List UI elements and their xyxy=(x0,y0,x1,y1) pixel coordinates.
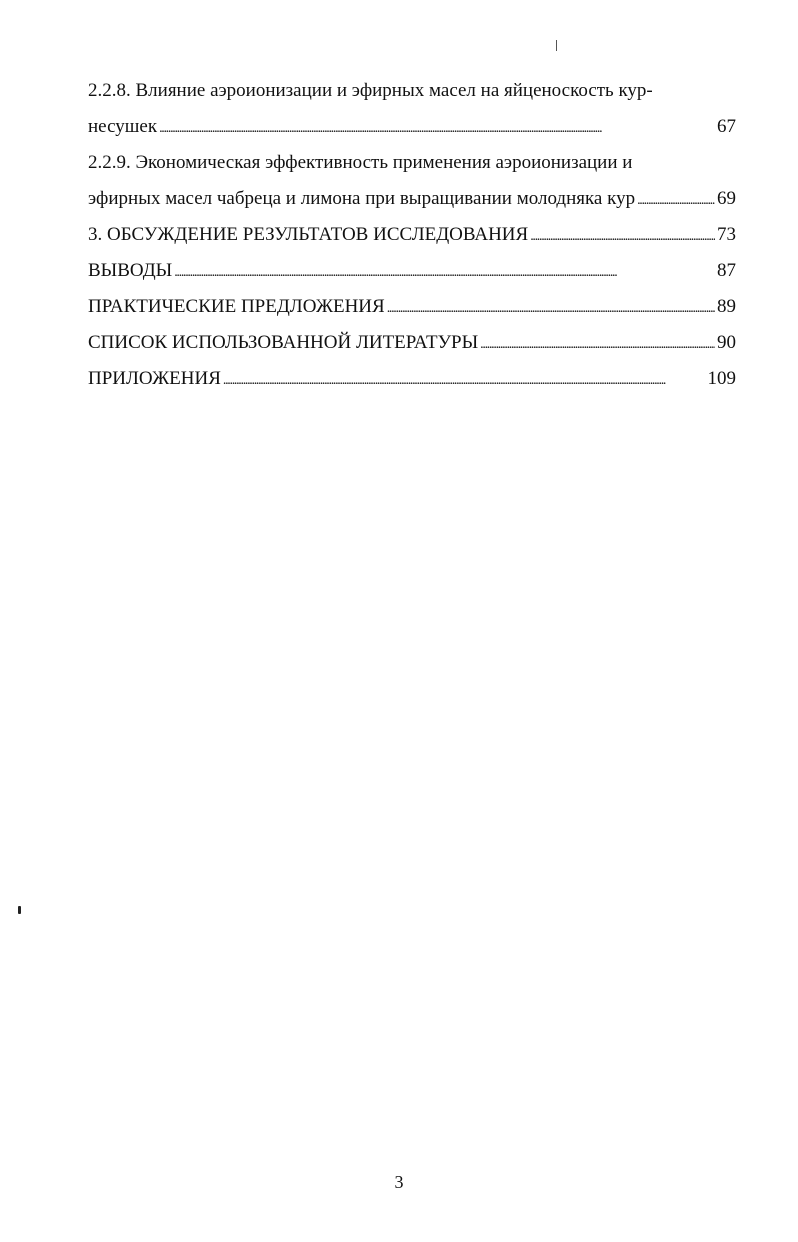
dot-leader xyxy=(637,181,715,219)
dot-leader xyxy=(223,361,706,399)
scan-mark-top xyxy=(556,40,557,51)
toc-page-number: 73 xyxy=(717,224,736,245)
toc-page-number: 87 xyxy=(717,260,736,281)
dot-leader xyxy=(159,109,715,147)
toc-entry-2-2-9-line2 xyxy=(88,181,736,217)
toc-page-number: 89 xyxy=(717,296,736,317)
toc-page-number: 67 xyxy=(717,116,736,137)
toc-entry-appendices xyxy=(88,361,736,397)
toc-entry-title: ПРАКТИЧЕСКИЕ ПРЕДЛОЖЕНИЯ xyxy=(88,296,385,317)
dot-leader xyxy=(480,325,715,363)
toc-entry-title: СПИСОК ИСПОЛЬЗОВАННОЙ ЛИТЕРАТУРЫ xyxy=(88,332,479,353)
toc-entry-title: ПРИЛОЖЕНИЯ xyxy=(88,368,221,389)
page-number: 3 xyxy=(394,1172,404,1192)
scan-mark-left xyxy=(18,906,21,914)
dot-leader xyxy=(174,253,715,291)
toc-entry-chapter-3 xyxy=(88,217,736,253)
toc-entry-conclusions xyxy=(88,253,736,289)
toc-entry-title: 2.2.9. Экономическая эффективность применения аэроионизации и xyxy=(88,152,633,173)
toc-entry-title: ВЫВОДЫ xyxy=(88,260,173,281)
toc-entry-title: эфирных масел чабреца и лимона при выращивании молодняка кур xyxy=(88,188,636,209)
table-of-contents xyxy=(88,73,736,397)
dot-leader xyxy=(387,289,715,327)
dot-leader xyxy=(530,217,715,255)
toc-entry-2-2-8-line1 xyxy=(88,73,736,109)
toc-page-number: 109 xyxy=(707,368,736,389)
toc-entry-2-2-8-line2 xyxy=(88,109,736,145)
toc-entry-title: 2.2.8. Влияние аэроионизации и эфирных масел на яйценоскость кур- xyxy=(88,80,653,101)
toc-entry-2-2-9-line1 xyxy=(88,145,736,181)
toc-page-number: 69 xyxy=(717,188,736,209)
toc-entry-references xyxy=(88,325,736,361)
toc-page-number: 90 xyxy=(717,332,736,353)
toc-entry-practical-proposals xyxy=(88,289,736,325)
toc-entry-title: 3. ОБСУЖДЕНИЕ РЕЗУЛЬТАТОВ ИССЛЕДОВАНИЯ xyxy=(88,224,529,245)
toc-entry-title: несушек xyxy=(88,116,158,137)
